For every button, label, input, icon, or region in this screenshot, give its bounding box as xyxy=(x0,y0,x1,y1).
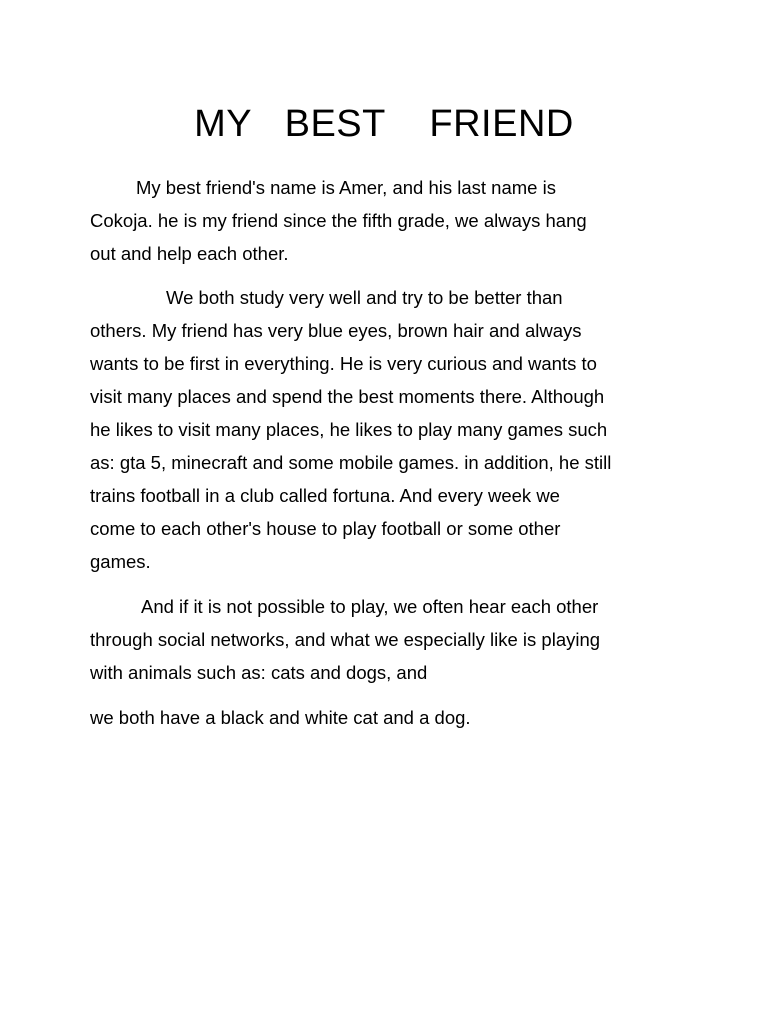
paragraph-4 xyxy=(90,701,690,734)
paragraph-1 xyxy=(90,171,690,270)
page-title: MY BEST FRIEND xyxy=(194,103,574,145)
paragraph-line: we both have a black and white cat and a dog. xyxy=(90,707,471,728)
paragraph-line: through social networks, and what we especially like is playing xyxy=(90,629,601,650)
paragraph-line: Cokoja. he is my friend since the fifth grade, we always hang xyxy=(90,210,587,231)
paragraph-line: trains football in a club called fortuna. And every week we xyxy=(90,485,560,506)
paragraph-line: out and help each other. xyxy=(90,243,289,264)
paragraph-line: games. xyxy=(90,551,151,572)
paragraph-line: others. My friend has very blue eyes, brown hair and always xyxy=(90,320,582,341)
paragraph-line: wants to be first in everything. He is very curious and wants to xyxy=(90,353,597,374)
paragraph-line: come to each other's house to play football or some other xyxy=(90,518,561,539)
paragraph-line: And if it is not possible to play, we often hear each other xyxy=(141,596,599,617)
paragraph-2 xyxy=(90,281,690,578)
paragraph-3 xyxy=(90,590,690,689)
paragraph-line: visit many places and spend the best moments there. Although xyxy=(90,386,605,407)
paragraph-line: as: gta 5, minecraft and some mobile games. in addition, he still xyxy=(90,452,612,473)
paragraph-line: he likes to visit many places, he likes to play many games such xyxy=(90,419,608,440)
paragraph-line: We both study very well and try to be better than xyxy=(166,287,563,308)
paragraph-line: My best friend's name is Amer, and his last name is xyxy=(136,177,556,198)
paragraph-line: with animals such as: cats and dogs, and xyxy=(90,662,428,683)
